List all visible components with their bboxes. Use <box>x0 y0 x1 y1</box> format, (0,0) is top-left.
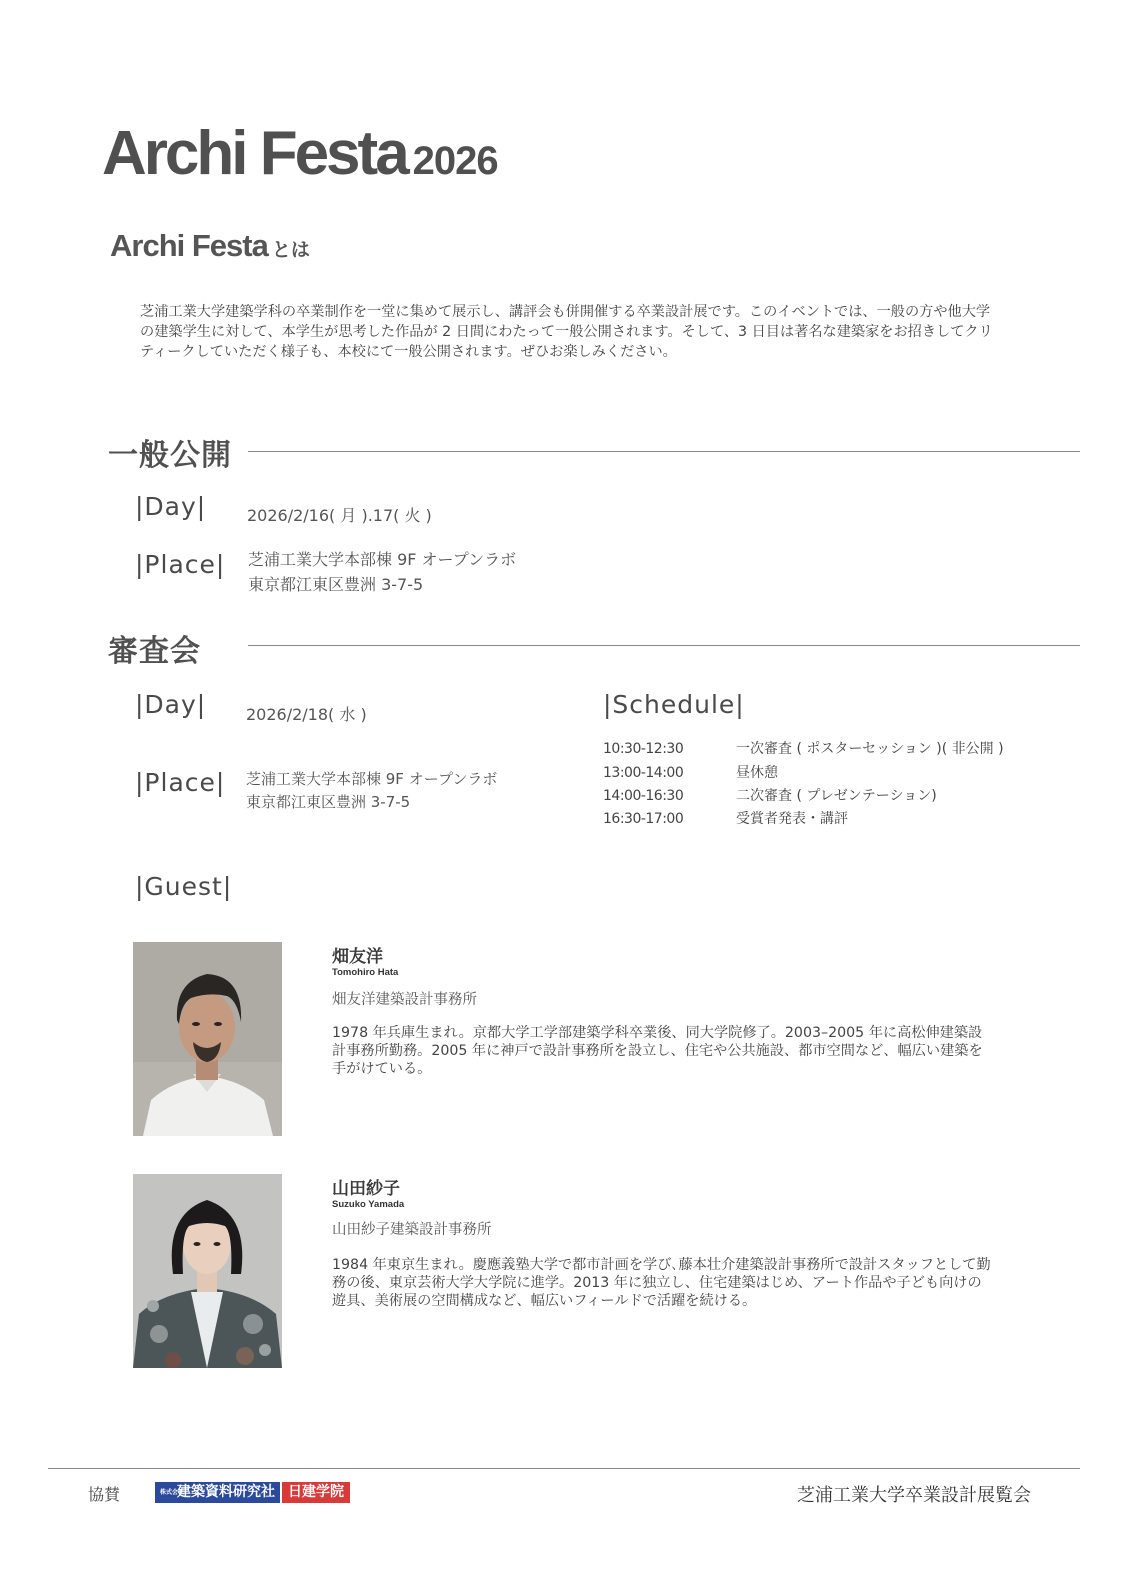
portrait-image <box>133 1174 282 1368</box>
schedule-desc: 二次審査 ( プレゼンテーション) <box>736 788 937 804</box>
sponsor-logo <box>155 1482 350 1503</box>
schedule-list <box>603 738 1063 838</box>
guest-name: 山田紗子 <box>332 1179 400 1199</box>
guest-bio: 1984 年東京生まれ。慶應義塾大学で都市計画を学び､藤本壮介建築設計事務所で設計スタッフとして勤務の後、東京芸術大学大学院に進学。2013 年に独立し、住宅建築はじめ、アート作品や子ども向けの遊具、美術展の空間構成など、幅広いフィールドで活躍を続ける。 <box>332 1257 991 1309</box>
guest-office: 山田紗子建築設計事務所 <box>332 1222 492 1238</box>
public-place-label: |Place| <box>135 550 226 579</box>
review-day-value: 2026/2/18( 水 ) <box>246 705 367 724</box>
guest-photo-hata <box>133 942 282 1136</box>
schedule-row <box>603 785 937 805</box>
guest-photo-yamada <box>133 1174 282 1368</box>
sponsor-logo-prefix: 株式会社 <box>160 1489 185 1496</box>
review-day-label: |Day| <box>135 690 207 719</box>
organizer-name: 芝浦工業大学卒業設計展覧会 <box>797 1485 1031 1506</box>
guest-bio: 1978 年兵庫生まれ。京都大学工学部建築学科卒業後、同大学院修了。2003–2005 年に高松伸建築設計事務所勤務。2005 年に神戸で設計事務所を設立し、住宅や公共施設、都市空間など、幅広い建築を手がけている。 <box>332 1025 983 1077</box>
review-place-line1: 芝浦工業大学本部棟 9F オープンラボ <box>246 770 498 788</box>
schedule-desc: 昼休憩 <box>736 765 778 781</box>
public-place-line1: 芝浦工業大学本部棟 9F オープンラボ <box>248 550 517 569</box>
guest-name-roman: Suzuko Yamada <box>332 1199 405 1210</box>
schedule-row <box>603 808 848 828</box>
review-place-label: |Place| <box>135 768 226 797</box>
review-place-line2: 東京都江東区豊洲 3-7-5 <box>246 793 411 811</box>
guest-name: 畑友洋 <box>332 947 383 967</box>
sponsor-logo-school: 日建学院 <box>282 1482 350 1503</box>
intro-paragraph: 芝浦工業大学建築学科の卒業制作を一堂に集めて展示し、講評会も併開催する卒業設計展です。このイベントでは、一般の方や他大学の建築学生に対して、本学生が思考した作品が 2 日間にわたって一般公開されます。そして、3 日目は著名な建築家をお招きしてクリティークしていただく様子も、本校にて一般公開されます。ぜひお楽しみください。 <box>140 304 993 360</box>
guest-office: 畑友洋建築設計事務所 <box>332 992 477 1008</box>
portrait-image <box>133 942 282 1136</box>
sponsor-label: 協賛 <box>88 1485 121 1504</box>
schedule-time: 13:00-14:00 <box>603 765 684 781</box>
schedule-time: 14:00-16:30 <box>603 788 684 804</box>
review-divider <box>248 645 1080 646</box>
about-heading <box>110 228 310 264</box>
page-title <box>102 118 498 189</box>
review-heading: 審査会 <box>108 634 201 669</box>
schedule-desc: 一次審査 ( ポスターセッション )( 非公開 ) <box>736 741 1004 757</box>
sponsor-logo-company: 株式会社 建築資料研究社 <box>155 1482 280 1503</box>
schedule-time: 16:30-17:00 <box>603 811 684 827</box>
public-divider <box>248 451 1080 452</box>
title-main: Archi Festa <box>102 119 407 188</box>
guest-label: |Guest| <box>135 872 233 901</box>
schedule-row <box>603 762 778 782</box>
footer-divider <box>48 1468 1080 1469</box>
about-heading-suffix: とは <box>271 240 310 261</box>
about-heading-main: Archi Festa <box>110 228 268 263</box>
public-day-value: 2026/2/16( 月 ).17( 火 ) <box>247 506 432 525</box>
public-heading: 一般公開 <box>108 438 232 473</box>
schedule-row <box>603 738 1004 758</box>
public-place-line2: 東京都江東区豊洲 3-7-5 <box>248 575 424 594</box>
public-day-label: |Day| <box>135 492 207 521</box>
guest-name-roman: Tomohiro Hata <box>332 967 399 978</box>
title-year: 2026 <box>412 139 498 183</box>
schedule-label: |Schedule| <box>603 690 745 719</box>
schedule-time: 10:30-12:30 <box>603 741 684 757</box>
schedule-desc: 受賞者発表・講評 <box>736 811 848 827</box>
